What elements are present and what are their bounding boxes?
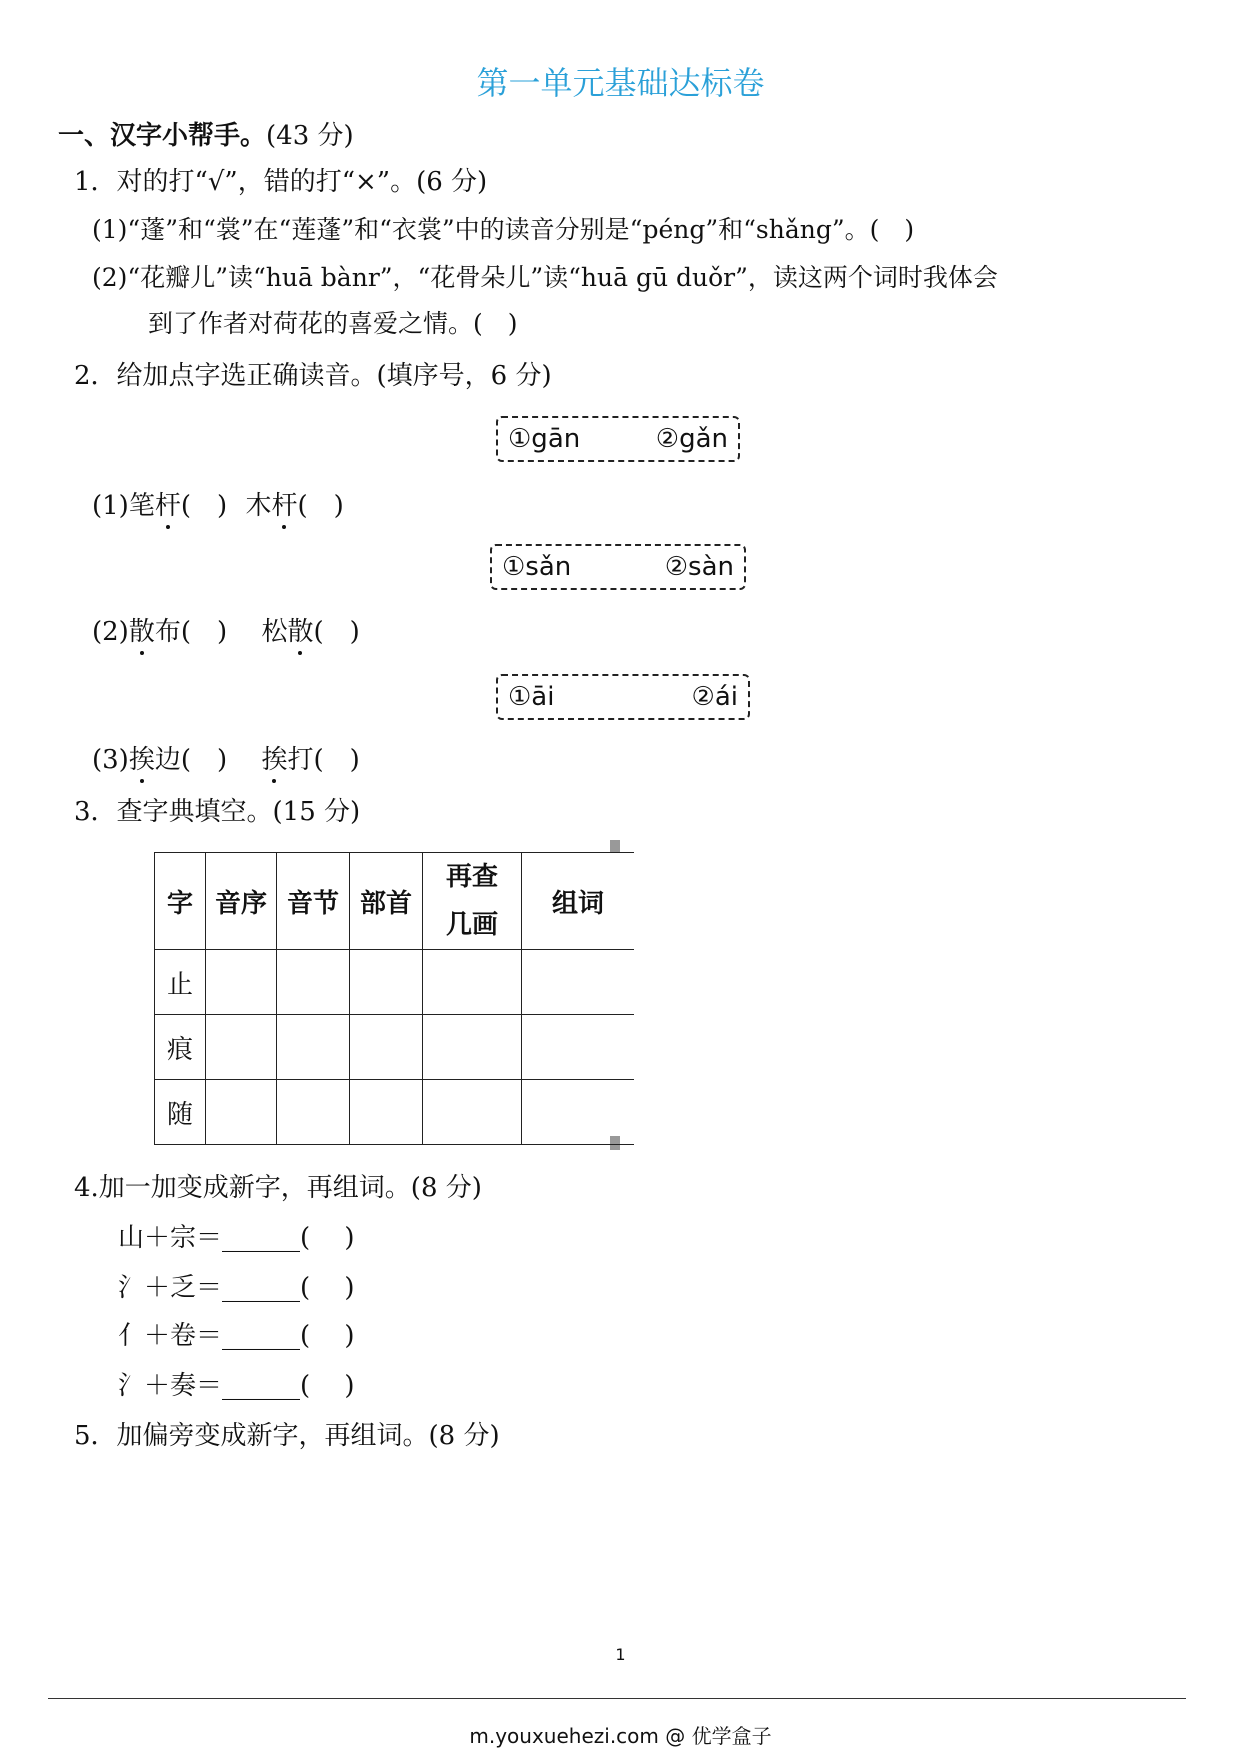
dotted-char: 杆 <box>154 491 181 521</box>
header-cell: 音序 <box>206 853 277 950</box>
header-cell <box>423 853 522 950</box>
table-header-row <box>155 853 635 950</box>
header-line: 再查 <box>445 862 498 892</box>
table-row <box>155 950 635 1015</box>
page-title: 第一单元基础达标卷 <box>476 64 765 102</box>
answer-cell[interactable] <box>350 1080 423 1145</box>
answer-cell[interactable] <box>350 1015 423 1080</box>
answer-cell[interactable] <box>522 1015 635 1080</box>
dotted-char: 挨 <box>261 745 288 775</box>
dotted-char: 散 <box>128 617 155 647</box>
answer-cell[interactable] <box>206 950 277 1015</box>
item-number: (3) <box>92 745 129 775</box>
q5-stem: 5．加偏旁变成新字，再组词。(8 分) <box>74 1421 500 1451</box>
section-title: 汉字小帮手。 <box>110 121 267 151</box>
q1-item-1: (1)“蓬”和“裳”在“莲蓬”和“衣裳”中的读音分别是“péng”和“shǎng”。( ) <box>92 215 915 244</box>
answer-blank[interactable]: ( ) <box>180 491 228 521</box>
footer-text: m.youxuehezi.com @ 优学盒子 <box>469 1724 772 1748</box>
page-number: 1 <box>615 1645 626 1664</box>
dictionary-table <box>154 852 634 1145</box>
word-char: 笔 <box>128 491 155 521</box>
answer-cell[interactable] <box>423 1080 522 1145</box>
section-number: 一、 <box>58 121 111 151</box>
q3-stem: 3．查字典填空。(15 分) <box>74 797 361 827</box>
header-cell: 组词 <box>522 853 635 950</box>
pinyin-option: ①gān <box>508 424 581 454</box>
pinyin-options-box <box>496 674 750 720</box>
answer-cell[interactable] <box>423 950 522 1015</box>
dotted-char: 挨 <box>128 745 155 775</box>
q4-item: 亻＋卷＝______( ) <box>118 1321 355 1351</box>
header-cell: 部首 <box>350 853 423 950</box>
word-char: 边 <box>154 745 181 775</box>
q1-stem: 1．对的打“√”，错的打“×”。(6 分) <box>74 167 488 197</box>
item-number: (2) <box>92 617 129 647</box>
header-cell: 字 <box>155 853 206 950</box>
dotted-char: 散 <box>287 617 314 647</box>
pinyin-options-box <box>490 544 746 590</box>
word-char: 木 <box>245 491 272 521</box>
answer-blank[interactable]: ( ) <box>180 745 228 775</box>
char-cell: 止 <box>155 950 206 1015</box>
q1-item-2-line-2: 到了作者对荷花的喜爱之情。( ) <box>148 309 518 338</box>
q2-item-2 <box>92 614 360 650</box>
section-score: (43 分) <box>266 121 354 151</box>
q2-item-3 <box>92 742 360 778</box>
answer-blank[interactable]: ( ) <box>313 617 360 647</box>
pinyin-option: ②ái <box>691 682 738 712</box>
answer-cell[interactable] <box>277 950 350 1015</box>
answer-cell[interactable] <box>350 950 423 1015</box>
q4-item: 氵＋乏＝______( ) <box>118 1273 355 1303</box>
answer-cell[interactable] <box>277 1015 350 1080</box>
q4-stem: 4.加一加变成新字，再组词。(8 分) <box>74 1173 482 1203</box>
item-number: (1) <box>92 491 129 521</box>
section-1-heading <box>58 118 354 154</box>
word-char: 松 <box>261 617 288 647</box>
pinyin-option: ②gǎn <box>655 424 728 454</box>
q4-item: 山＋宗＝______( ) <box>118 1223 355 1253</box>
dotted-char: 杆 <box>271 491 298 521</box>
pinyin-option: ①sǎn <box>502 552 572 582</box>
q4-item: 氵＋奏＝______( ) <box>118 1371 355 1401</box>
pinyin-option: ②sàn <box>664 552 734 582</box>
answer-cell[interactable] <box>522 950 635 1015</box>
q1-item-2-line-1: (2)“花瓣儿”读“huā bànr”，“花骨朵儿”读“huā gū duǒr”，读这两个词时我体会 <box>92 263 998 292</box>
header-cell: 音节 <box>277 853 350 950</box>
answer-cell[interactable] <box>423 1015 522 1080</box>
answer-blank[interactable]: ( ) <box>313 745 360 775</box>
answer-cell[interactable] <box>522 1080 635 1145</box>
pinyin-options-box <box>496 416 740 462</box>
answer-blank[interactable]: ( ) <box>180 617 228 647</box>
q2-item-1 <box>92 488 344 524</box>
answer-cell[interactable] <box>206 1015 277 1080</box>
pinyin-option: ①āi <box>508 682 555 712</box>
answer-blank[interactable]: ( ) <box>297 491 344 521</box>
word-char: 打 <box>287 745 314 775</box>
header-line: 几画 <box>445 910 498 940</box>
char-cell: 痕 <box>155 1015 206 1080</box>
answer-cell[interactable] <box>206 1080 277 1145</box>
answer-cell[interactable] <box>277 1080 350 1145</box>
char-cell: 随 <box>155 1080 206 1145</box>
table-row <box>155 1080 635 1145</box>
q2-stem: 2．给加点字选正确读音。(填序号，6 分) <box>74 361 552 391</box>
word-char: 布 <box>154 617 181 647</box>
table-row <box>155 1015 635 1080</box>
scan-artifact <box>610 840 620 852</box>
footer-divider <box>48 1698 1186 1699</box>
